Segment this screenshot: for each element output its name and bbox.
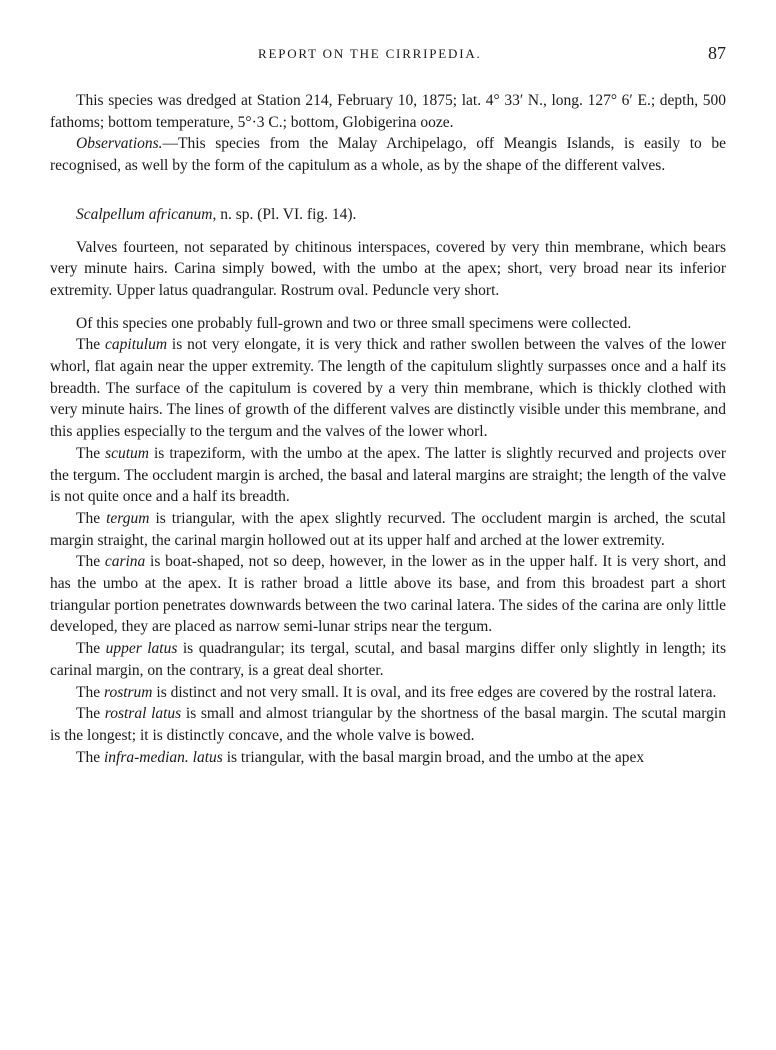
term-infra-median-latus: infra-median. latus <box>103 748 223 766</box>
text-run: is not very elongate, it is very thick and rather swollen between the valves of the lower whorl, flat again near the upper extremity. The length of the capitulum slightly surpasses once and a half its breadth. The surface of the capitulum is covered by a very thin membrane, which is thickly clothed with very minute hairs. The lines of growth of the different valves are distinctly visible under this membrane, and this applies especially to the tergum and the valves of the lower whorl. <box>50 336 726 441</box>
text-run: The <box>76 748 104 766</box>
term-rostrum: rostrum <box>103 683 153 701</box>
paragraph-observations <box>50 133 726 176</box>
paragraph-capitulum <box>50 334 726 443</box>
text-run: is trapeziform, with the umbo at the apex. The latter is slightly recurved and projects over the tergum. The occludent margin is arched, the basal and lateral margins are straight; the length of the valve is not quite once and a half its breadth. <box>50 444 727 506</box>
species-suffix: , n. sp. (Pl. VI. fig. 14). <box>212 205 357 223</box>
observations-label: Observations. <box>76 135 163 153</box>
species-name: Scalpellum africanum <box>76 205 213 223</box>
paragraph-infra-median-latus <box>50 747 726 769</box>
spacer <box>50 302 726 313</box>
text-run: The <box>76 683 104 701</box>
term-carina: carina <box>104 553 146 571</box>
text-run: The <box>76 336 106 354</box>
text-run: is small and almost triangular by the shortness of the basal margin. The scutal margin is the longest; it is distinctly concave, and the whole valve is bowed. <box>50 705 726 744</box>
text-run: The <box>76 509 107 527</box>
spacer <box>50 177 726 204</box>
text-run: The <box>76 444 106 462</box>
text-run: is distinct and not very small. It is oval, and its free edges are covered by the rostral latera. <box>152 683 717 701</box>
paragraph-station: This species was dredged at Station 214, February 10, 1875; lat. 4° 33′ N., long. 127° 6′ E.; depth, 500 fathoms; bottom temperature, 5°·3 C.; bottom, Globigerina ooze. <box>50 92 726 131</box>
paragraph-diagnosis: Valves fourteen, not separated by chitinous interspaces, covered by very thin membrane, which bears very minute hairs. Carina simply bowed, with the umbo at the apex; short, very broad near its inferior extremity. Upper latus quadrangular. Rostrum oval. Peduncle very short. <box>50 238 726 299</box>
paragraph-upper-latus <box>50 638 726 681</box>
term-scutum: scutum <box>105 444 150 462</box>
paragraph-rostral-latus <box>50 703 726 746</box>
text-run: The <box>76 705 105 723</box>
running-head: REPORT ON THE CIRRIPEDIA. <box>258 46 482 61</box>
page-number: 87 <box>708 43 726 63</box>
term-tergum: tergum <box>106 509 150 527</box>
text-run: is quadrangular; its tergal, scutal, and basal margins differ only slightly in length; its carinal margin, on the contrary, is a great deal shorter. <box>50 640 726 679</box>
text-run: is triangular, with the basal margin broad, and the umbo at the apex <box>222 748 645 766</box>
text-run: is triangular, with the apex slightly recurved. The occludent margin is arched, the scutal margin straight, the carinal margin hollowed out at its upper half and arched at the lower extremity. <box>50 509 726 549</box>
body-text <box>50 90 726 768</box>
observations-text: —This species from the Malay Archipelago, off Meangis Islands, is easily to be recognised, as well by the form of the capitulum as a whole, as by the shape of the different valves. <box>50 135 726 175</box>
paragraph-specimens: Of this species one probably full-grown and two or three small specimens were collected. <box>76 314 632 332</box>
spacer <box>50 226 726 237</box>
paragraph-tergum <box>50 508 726 551</box>
species-heading <box>50 204 726 226</box>
text-run: The <box>76 553 105 571</box>
paragraph-carina <box>50 551 726 638</box>
term-capitulum: capitulum <box>105 336 168 354</box>
text-run: is boat-shaped, not so deep, however, in the lower as in the upper half. It is very short, and has the umbo at the apex. It is rather broad a little above its base, and from this broadest part a short triangular portion penetrates downwards between the two carinal latera. The sides of the carina are only little developed, they are placed as narrow semi-lunar strips near the tergum. <box>50 553 726 636</box>
text-run: The <box>76 640 106 658</box>
term-rostral-latus: rostral latus <box>104 705 182 723</box>
term-upper-latus: upper latus <box>105 640 178 658</box>
paragraph-scutum <box>50 443 726 508</box>
paragraph-rostrum <box>50 682 726 704</box>
